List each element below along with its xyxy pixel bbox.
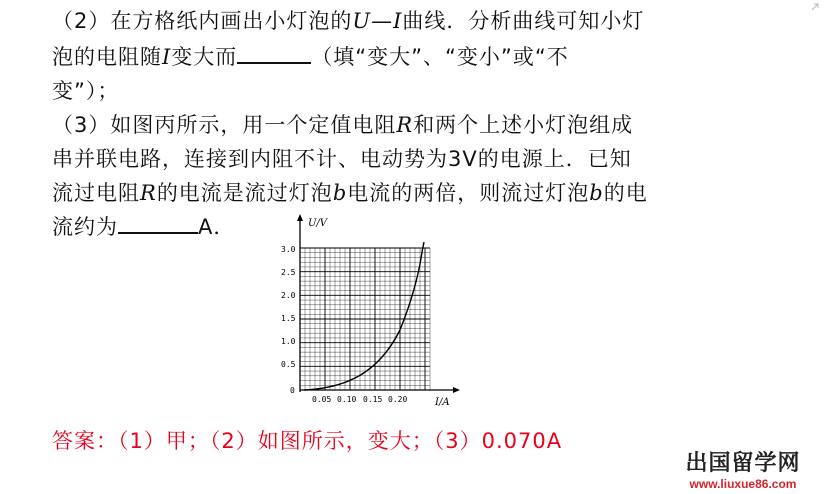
question-line-6 [52,178,648,208]
variable-i: I [162,45,172,69]
variable-b: b [332,181,348,205]
watermark-site-name: 出国留学网 [685,451,801,476]
x-axis-label: I/A [435,397,450,408]
u-i-graph [270,210,470,410]
y-tick-label: 1.5 [281,314,296,323]
watermark-logo [668,452,818,492]
question-line-4 [52,110,633,140]
variable-i: I [393,9,403,33]
text: 曲线．分析曲线可知小灯 [402,9,645,33]
y-tick-label: 1.0 [281,337,296,346]
x-axis-arrow [453,387,460,393]
y-axis-label: U/V [308,218,328,229]
answer-blank [118,212,198,234]
origin-label: 0 [290,386,295,395]
x-tick-label: 0.15 [363,395,383,404]
corner-arrow-icon [810,2,820,12]
y-tick-label: 3.0 [281,245,296,254]
text: — [371,9,394,33]
question-line-7 [52,212,235,242]
text: 的电 [603,181,648,205]
question-line-1 [52,6,644,36]
grid [300,248,430,390]
y-tick-label: 2.5 [281,268,296,277]
question-line-3: 变”）； [52,79,120,103]
text: 流过电阻 [52,181,140,205]
variable-r: R [396,113,414,137]
question-line-2 [52,42,569,72]
variable-b: b [589,181,604,205]
x-tick-label: 0.20 [388,395,408,404]
variable-u: U [352,9,372,33]
variable-r: R [140,181,157,205]
text: 变大而 [171,45,238,69]
text: （2）在方格纸内画出小灯泡的 [52,9,353,33]
answer-blank [237,42,311,64]
u-i-curve [304,242,424,390]
answer-text: 答案：（1）甲；（2）如图所示，变大；（3）0.070A [52,429,563,453]
text: A． [198,215,236,239]
y-tick-label: 0.5 [281,360,296,369]
x-tick-label: 0.05 [312,395,332,404]
text: （3）如图丙所示，用一个定值电阻 [52,113,397,137]
text: 电流的两倍，则流过灯泡 [347,181,590,205]
watermark-url: www.liuxue86.com [689,477,797,491]
text: （填“变大”、“变小”或“不 [311,45,569,69]
text: 流约为 [52,215,118,239]
text: 的电流是流过灯泡 [156,181,333,205]
text: 和两个上述小灯泡组成 [413,113,634,137]
x-tick-label: 0.10 [337,395,357,404]
y-tick-label: 2.0 [281,291,296,300]
text: 泡的电阻随 [52,45,162,69]
question-line-5: 串并联电路，连接到内阻不计、电动势为3V的电源上．已知 [52,147,632,171]
y-axis-arrow [297,214,303,221]
